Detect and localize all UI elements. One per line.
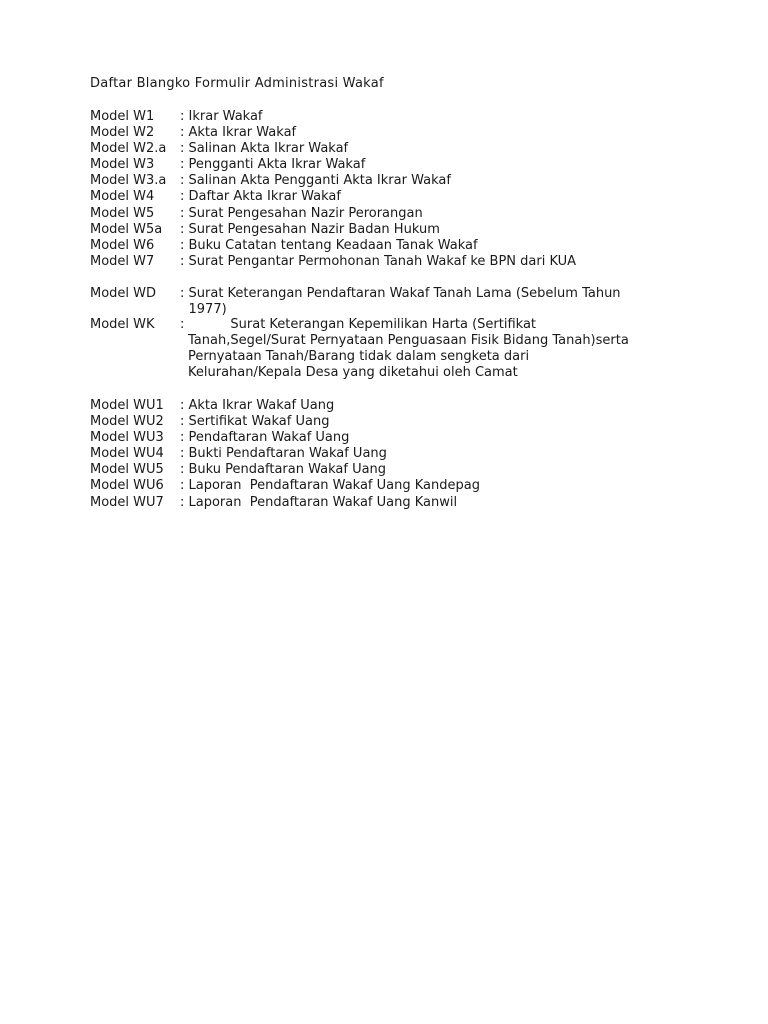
model-code: Model WU5 (90, 462, 164, 478)
document-title: Daftar Blangko Formulir Administrasi Wakaf (90, 76, 384, 91)
model-code: Model W3.a (90, 173, 167, 189)
separator: : (180, 462, 189, 478)
list-item (90, 125, 690, 141)
model-description: Akta Ikrar Wakaf (188, 125, 297, 141)
model-code: Model W1 (90, 109, 155, 124)
list-item (90, 206, 690, 222)
separator: : (180, 398, 189, 413)
model-code: Model W3 (90, 157, 155, 173)
separator: : (180, 205, 189, 221)
separator: : (180, 414, 189, 430)
separator: : (180, 125, 189, 141)
list-item (90, 189, 690, 205)
model-code: Model WD (90, 286, 157, 301)
list-item (90, 222, 690, 238)
model-description: Akta Ikrar Wakaf Uang (188, 398, 335, 413)
separator: : (180, 237, 189, 253)
separator: : (180, 478, 189, 494)
separator: : (180, 109, 189, 124)
model-code: Model WU1 (90, 398, 164, 413)
list-item (90, 398, 690, 414)
separator: : (180, 286, 189, 301)
list-item (90, 109, 690, 125)
separator: : (180, 494, 189, 510)
model-description: Salinan Akta Pengganti Akta Ikrar Wakaf (188, 173, 451, 189)
model-description: Surat Keterangan Pendaftaran Wakaf Tanah Lama (Sebelum Tahun 1977) (188, 286, 621, 318)
separator: : (180, 253, 189, 269)
model-description: Surat Pengesahan Nazir Perorangan (188, 205, 423, 221)
model-description: Surat Pengesahan Nazir Badan Hukum (188, 221, 440, 237)
separator: : (180, 221, 189, 237)
wakaf-form-list (90, 109, 690, 270)
list-item (90, 238, 690, 254)
model-code: Model W7 (90, 253, 155, 269)
separator: : (180, 189, 189, 205)
model-description: Sertifikat Wakaf Uang (188, 414, 330, 430)
list-item (90, 430, 690, 446)
wk-continuation (188, 333, 690, 381)
model-code: Model W5a (90, 221, 163, 237)
list-item (90, 141, 690, 157)
list-item (90, 317, 690, 333)
wd-entry (90, 286, 690, 318)
wk-line: Pernyataan Tanah/Barang tidak dalam sengketa dari (188, 349, 530, 365)
model-description: Bukti Pendaftaran Wakaf Uang (188, 446, 387, 462)
wakaf-uang-list (90, 398, 690, 511)
separator: : (180, 446, 189, 462)
separator: : (180, 430, 189, 446)
model-code: Model WU7 (90, 494, 164, 510)
model-code: Model W5 (90, 205, 155, 221)
separator: : (180, 157, 189, 173)
list-item (90, 254, 690, 270)
list-item (90, 157, 690, 173)
model-description: Ikrar Wakaf (188, 109, 263, 124)
model-description: Buku Pendaftaran Wakaf Uang (188, 462, 387, 478)
list-item (90, 446, 690, 462)
wk-line: Tanah,Segel/Surat Pernyataan Penguasaan Fisik Bidang Tanah)serta (188, 333, 629, 349)
list-item (90, 414, 690, 430)
separator: : (180, 141, 189, 157)
model-description: Laporan Pendaftaran Wakaf Uang Kandepag (188, 478, 480, 494)
list-item (90, 173, 690, 189)
list-item (90, 462, 690, 478)
model-description: Surat Pengantar Permohonan Tanah Wakaf ke BPN dari KUA (188, 253, 577, 269)
list-item (90, 286, 690, 318)
model-description: Pengganti Akta Ikrar Wakaf (188, 157, 366, 173)
model-description: Laporan Pendaftaran Wakaf Uang Kanwil (188, 494, 458, 510)
model-code: Model WU2 (90, 414, 164, 430)
model-code: Model WU3 (90, 430, 164, 446)
model-code: Model W2.a (90, 141, 167, 157)
model-code: Model W4 (90, 189, 155, 205)
model-code: Model W2 (90, 125, 155, 141)
model-description: Salinan Akta Ikrar Wakaf (188, 141, 349, 157)
model-description: Buku Catatan tentang Keadaan Tanak Wakaf (188, 237, 478, 253)
separator: : (180, 173, 189, 189)
model-code: Model W6 (90, 237, 155, 253)
model-code: Model WK (90, 317, 155, 332)
model-code: Model WU4 (90, 446, 164, 462)
list-item (90, 495, 690, 511)
wk-line: Kelurahan/Kepala Desa yang diketahui oleh Camat (188, 365, 518, 381)
model-description: Daftar Akta Ikrar Wakaf (188, 189, 341, 205)
wk-entry (90, 317, 690, 381)
list-item (90, 478, 690, 494)
separator: : (180, 317, 185, 332)
model-description: Surat Keterangan Kepemilikan Harta (Sertifikat (230, 317, 537, 332)
model-description: Pendaftaran Wakaf Uang (188, 430, 350, 446)
model-code: Model WU6 (90, 478, 164, 494)
